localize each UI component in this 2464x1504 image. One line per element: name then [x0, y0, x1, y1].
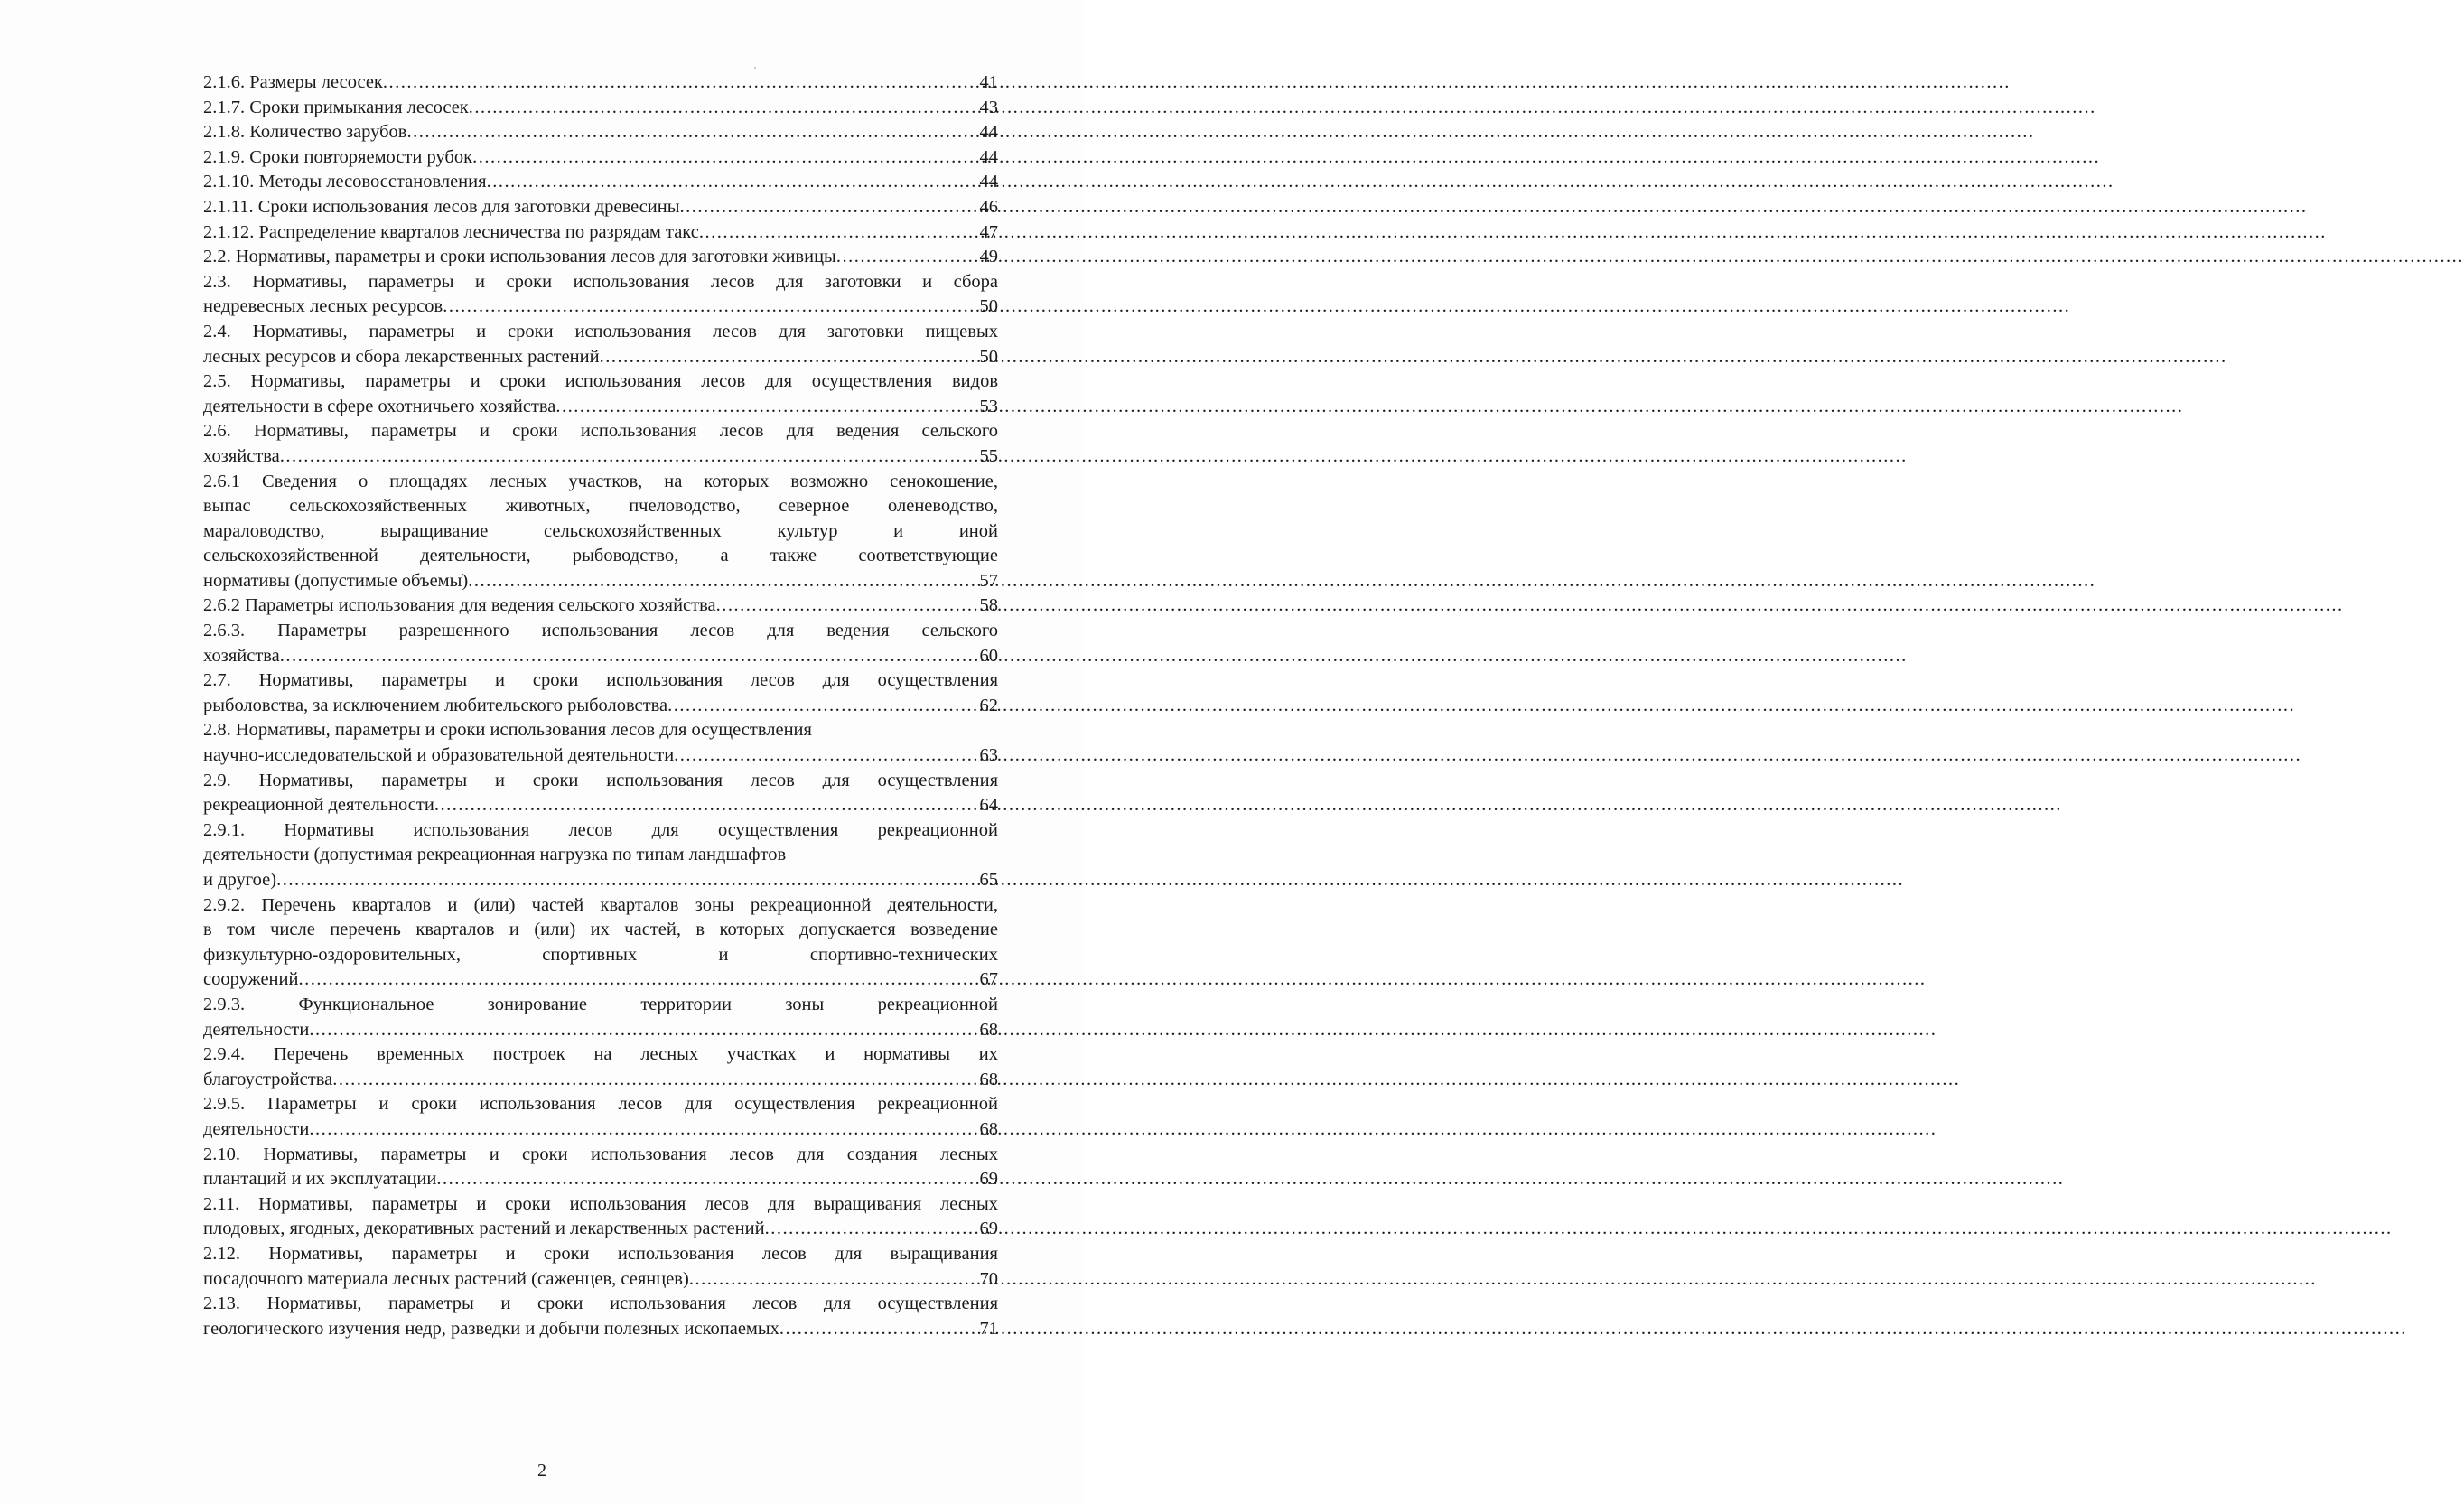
- toc-page-number: 46: [979, 196, 998, 217]
- toc-entry-line: мараловодство, выращивание сельскохозяйственных культур и иной: [203, 520, 998, 541]
- toc-entry-line: физкультурно-оздоровительных, спортивных и спортивно-технических: [203, 944, 998, 965]
- toc-dot-leader: [309, 1018, 977, 1043]
- toc-entry: [203, 369, 998, 419]
- toc-page-number: 55: [979, 445, 998, 466]
- toc-entry-last-line: [203, 195, 998, 220]
- toc-entry-title: деятельности в сфере охотничьего хозяйства: [203, 396, 556, 416]
- toc-entry-line: деятельности (допустимая рекреационная нагрузка по типам ландшафтов: [203, 845, 787, 865]
- toc-dot-leader: [600, 345, 978, 370]
- toc-page-number: 64: [979, 795, 998, 816]
- toc-entry-title: и другое): [203, 870, 277, 890]
- toc-entry-title: 2.1.8. Количество зарубов: [203, 122, 407, 143]
- toc-page-number: 58: [979, 595, 998, 616]
- toc-entry-last-line: [203, 1317, 998, 1342]
- toc-page-number: 62: [979, 695, 998, 715]
- toc-page-number: 47: [979, 221, 998, 242]
- toc-entry-last-line: [203, 145, 998, 171]
- toc-entry-line: 2.13. Нормативы, параметры и сроки использования лесов для осуществления: [203, 1294, 998, 1314]
- toc-entry: [203, 1092, 998, 1142]
- toc-entry-last-line: [203, 967, 998, 993]
- toc-entry-title: плантаций и их эксплуатации: [203, 1169, 437, 1190]
- toc-page-number: 60: [979, 645, 998, 666]
- toc-entry-last-line: [203, 1018, 998, 1043]
- toc-entry: [203, 270, 998, 320]
- toc-entry-line: 2.9.1. Нормативы использования лесов для осуществления рекреационной: [203, 819, 998, 840]
- toc-entry-line: 2.10. Нормативы, параметры и сроки использования лесов для создания лесных: [203, 1144, 998, 1164]
- toc-entry-title: нормативы (допустимые объемы): [203, 570, 469, 591]
- toc-entry-line: 2.5. Нормативы, параметры и сроки использования лесов для осуществления видов: [203, 371, 998, 392]
- toc-page-number: 44: [979, 122, 998, 143]
- toc-entry-last-line: [203, 70, 998, 96]
- toc-entry: [203, 320, 998, 369]
- toc-entry-title: посадочного материала лесных растений (саженцев, сеянцев): [203, 1268, 689, 1289]
- toc-entry-last-line: [203, 220, 998, 246]
- toc-entry-title: научно-исследовательской и образовательной деятельности: [203, 745, 675, 766]
- scan-speck: [754, 67, 756, 69]
- toc-entry-title: рекреационной деятельности: [203, 795, 434, 816]
- toc-entry: [203, 245, 998, 270]
- toc-page-number: 69: [979, 1169, 998, 1190]
- toc-entry-title: деятельности: [203, 1019, 310, 1040]
- toc-dot-leader: [680, 195, 978, 220]
- toc-entry-last-line: [203, 1267, 998, 1293]
- toc-page-number: 50: [979, 296, 998, 317]
- toc-dot-leader: [436, 1167, 977, 1192]
- toc-entry: [203, 718, 998, 768]
- toc-dot-leader: [468, 569, 977, 594]
- toc-entry-last-line: [203, 644, 998, 669]
- toc-entry-last-line: [203, 294, 998, 320]
- toc-entry: [203, 1292, 998, 1341]
- toc-entry-last-line: [203, 395, 998, 420]
- toc-dot-leader: [716, 593, 978, 619]
- toc-entry: [203, 668, 998, 718]
- toc-entry-title: недревесных лесных ресурсов: [203, 296, 443, 317]
- toc-entry-title: 2.1.7. Сроки примыкания лесосек: [203, 97, 469, 117]
- toc-page-number: 63: [979, 745, 998, 766]
- toc-page-number: 65: [979, 870, 998, 890]
- toc-dot-leader: [443, 294, 977, 320]
- toc-page-number: 44: [979, 172, 998, 192]
- toc-entry-last-line: [203, 793, 998, 818]
- toc-page-number: 49: [979, 247, 998, 267]
- toc-page-number: 41: [979, 72, 998, 92]
- toc-dot-leader: [383, 70, 978, 96]
- toc-page-number: 44: [979, 146, 998, 167]
- toc-entry-line: 2.12. Нормативы, параметры и сроки использования лесов для выращивания: [203, 1243, 998, 1264]
- toc-page-number: 70: [979, 1268, 998, 1289]
- toc-entry-line: 2.6.1 Сведения о площадях лесных участков, на которых возможно сенокошение,: [203, 471, 998, 491]
- toc-entry-line: 2.3. Нормативы, параметры и сроки использования лесов для заготовки и сбора: [203, 271, 998, 292]
- toc-entry-line: сельскохозяйственной деятельности, рыбоводство, а также соответствующие: [203, 546, 998, 566]
- toc-entry: [203, 195, 998, 220]
- toc-entry-line: 2.9.5. Параметры и сроки использования лесов для осуществления рекреационной: [203, 1094, 998, 1115]
- toc-entry-last-line: [203, 743, 998, 769]
- toc-entry: [203, 593, 998, 619]
- toc-dot-leader: [280, 644, 978, 669]
- toc-entry-line: 2.6.3. Параметры разрешенного использования лесов для ведения сельского: [203, 621, 998, 641]
- toc-entry: [203, 145, 998, 171]
- toc-entry-line: 2.7. Нормативы, параметры и сроки использования лесов для осуществления: [203, 670, 998, 691]
- toc-entry: [203, 1242, 998, 1292]
- toc-entry-last-line: [203, 694, 998, 719]
- toc-entry-title: сооружений: [203, 969, 299, 990]
- toc-entry-line: выпас сельскохозяйственных животных, пчеловодство, северное оленеводство,: [203, 496, 998, 517]
- toc-entry-title: благоустройства: [203, 1069, 333, 1089]
- toc-dot-leader: [667, 694, 977, 719]
- toc-entry-title: хозяйства: [203, 645, 280, 666]
- toc-entry-title: рыболовства, за исключением любительского рыболовства: [203, 695, 668, 715]
- toc-entry-last-line: [203, 120, 998, 145]
- toc-page-number: 68: [979, 1118, 998, 1139]
- table-of-contents: [203, 70, 998, 1341]
- toc-entry: [203, 419, 998, 469]
- toc-entry-line: 2.11. Нормативы, параметры и сроки использования лесов для выращивания лесных: [203, 1193, 998, 1214]
- toc-entry: [203, 120, 998, 145]
- toc-dot-leader: [779, 1317, 978, 1342]
- toc-entry-title: лесных ресурсов и сбора лекарственных растений: [203, 346, 600, 367]
- toc-entry: [203, 993, 998, 1042]
- toc-page-number: 69: [979, 1219, 998, 1239]
- page-number: 2: [537, 1461, 546, 1481]
- toc-entry-line: 2.4. Нормативы, параметры и сроки использования лесов для заготовки пищевых: [203, 321, 998, 341]
- toc-page-number: 68: [979, 1019, 998, 1040]
- toc-page-number: 43: [979, 97, 998, 117]
- toc-page-number: 50: [979, 346, 998, 367]
- toc-dot-leader: [765, 1217, 978, 1242]
- toc-entry-last-line: [203, 593, 998, 619]
- toc-entry-title: 2.1.9. Сроки повторяемости рубок: [203, 146, 473, 167]
- toc-dot-leader: [469, 96, 978, 121]
- toc-entry-last-line: [203, 868, 998, 893]
- toc-entry-title: геологического изучения недр, разведки и добычи полезных ископаемых: [203, 1318, 779, 1339]
- toc-page-number: 71: [979, 1318, 998, 1339]
- toc-entry-last-line: [203, 1217, 998, 1242]
- toc-entry-last-line: [203, 170, 998, 195]
- toc-entry-line: 2.9.3. Функциональное зонирование территории зоны рекреационной: [203, 994, 998, 1014]
- toc-entry-title: деятельности: [203, 1118, 310, 1139]
- toc-dot-leader: [487, 170, 978, 195]
- toc-dot-leader: [309, 1117, 977, 1143]
- document-page: [0, 0, 1084, 1504]
- toc-entry-title: 2.1.6. Размеры лесосек: [203, 72, 383, 92]
- toc-dot-leader: [276, 868, 977, 893]
- toc-dot-leader: [555, 395, 977, 420]
- toc-entry-line: 2.6. Нормативы, параметры и сроки использования лесов для ведения сельского: [203, 421, 998, 442]
- toc-entry-title: хозяйства: [203, 445, 280, 466]
- toc-entry-line: 2.8. Нормативы, параметры и сроки использования лесов для осуществления: [203, 720, 812, 741]
- toc-entry-last-line: [203, 1117, 998, 1143]
- toc-entry: [203, 769, 998, 818]
- toc-entry-title: 2.1.11. Сроки использования лесов для заготовки древесины: [203, 196, 680, 217]
- toc-entry-title: 2.2. Нормативы, параметры и сроки использования лесов для заготовки живицы: [203, 247, 836, 267]
- toc-dot-leader: [699, 220, 978, 246]
- toc-dot-leader: [434, 793, 978, 818]
- toc-entry: [203, 1143, 998, 1192]
- toc-entry-line: 2.9. Нормативы, параметры и сроки использования лесов для осуществления: [203, 770, 998, 790]
- toc-page-number: 68: [979, 1069, 998, 1089]
- toc-entry-last-line: [203, 444, 998, 470]
- toc-entry: [203, 470, 998, 594]
- toc-dot-leader: [674, 743, 977, 769]
- toc-page-number: 57: [979, 570, 998, 591]
- toc-dot-leader: [332, 1068, 977, 1093]
- toc-entry-line: 2.9.2. Перечень кварталов и (или) частей кварталов зоны рекреационной деятельности,: [203, 894, 998, 915]
- toc-entry-last-line: [203, 245, 998, 270]
- toc-entry-title: 2.1.12. Распределение кварталов лесничества по разрядам такс: [203, 221, 699, 242]
- toc-entry: [203, 70, 998, 96]
- toc-entry: [203, 170, 998, 195]
- toc-dot-leader: [298, 967, 977, 993]
- toc-entry-last-line: [203, 569, 998, 594]
- toc-dot-leader: [689, 1267, 978, 1293]
- toc-entry-title: 2.6.2 Параметры использования для ведения сельского хозяйства: [203, 595, 716, 616]
- toc-dot-leader: [407, 120, 978, 145]
- toc-entry-title: 2.1.10. Методы лесовосстановления: [203, 172, 487, 192]
- toc-entry-line: в том числе перечень кварталов и (или) их частей, в которых допускается возведение: [203, 920, 998, 940]
- toc-entry-last-line: [203, 1167, 998, 1192]
- toc-entry: [203, 96, 998, 121]
- toc-entry-last-line: [203, 96, 998, 121]
- toc-entry: [203, 1192, 998, 1242]
- toc-entry: [203, 818, 998, 893]
- toc-entry-title: плодовых, ягодных, декоративных растений и лекарственных растений: [203, 1219, 765, 1239]
- toc-dot-leader: [472, 145, 977, 171]
- toc-entry-last-line: [203, 1068, 998, 1093]
- toc-entry: [203, 893, 998, 993]
- toc-dot-leader: [280, 444, 978, 470]
- toc-entry: [203, 619, 998, 668]
- toc-entry: [203, 1042, 998, 1092]
- toc-dot-leader: [836, 245, 978, 270]
- toc-page-number: 53: [979, 396, 998, 416]
- toc-entry-last-line: [203, 345, 998, 370]
- toc-entry: [203, 220, 998, 246]
- toc-page-number: 67: [979, 969, 998, 990]
- toc-entry-line: 2.9.4. Перечень временных построек на лесных участках и нормативы их: [203, 1044, 998, 1065]
